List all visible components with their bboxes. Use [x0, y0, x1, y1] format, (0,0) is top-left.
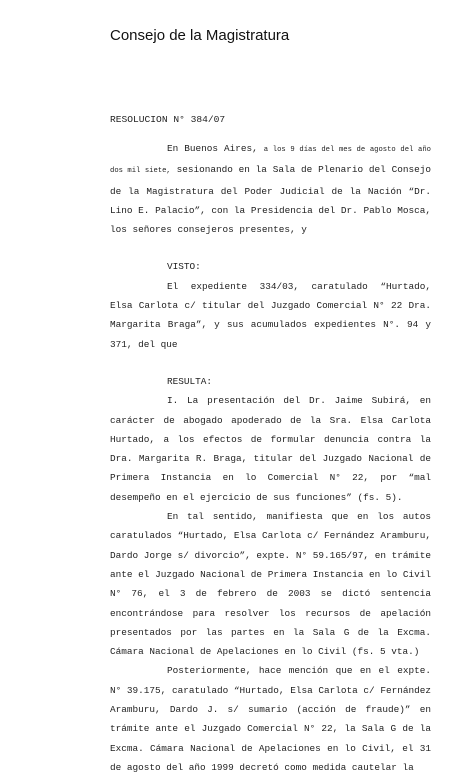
- document-body: [110, 139, 431, 777]
- resulta-heading: RESULTA:: [167, 375, 213, 387]
- intro-paragraph: [110, 139, 431, 239]
- intro-date: a los 9 días del mes de agosto del año dos mil siete,: [110, 146, 431, 176]
- resulta-paragraph-3: Posteriormente, hace mención que en el expte. N° 39.175, caratulado “Hurtado, Elsa Carlota c/ Fernández Aramburu, Dardo J. s/ sumario (acción de fraude)” en trámite ante el Juzgado Comercial N° 22, la Sala G de la Excma. Cámara Nacional de Apelaciones en lo Civil, el 31 de agosto del año 1999 decretó como medida cautelar la: [110, 665, 431, 773]
- visto-paragraph: El expediente 334/03, caratulado “Hurtado, Elsa Carlota c/ titular del Juzgado Comercial N° 22 Dra. Margarita Braga”, y sus acumulados expedientes N°. 94 y 371, del que: [110, 280, 431, 350]
- header-title: Consejo de la Magistratura: [110, 27, 290, 44]
- visto-heading: VISTO:: [167, 261, 201, 273]
- resolution-number: RESOLUCION N° 384/07: [110, 114, 226, 125]
- resulta-paragraph-1: I. La presentación del Dr. Jaime Subirá, en carácter de abogado apoderado de la Sra. Elsa Carlota Hurtado, a los efectos de formular denuncia contra la Dra. Margarita R. Braga, titular del Juzgado Nacional de Primera Instancia en lo Comercial N° 22, por “mal desempeño en el ejercicio de sus funciones” (fs. 5).: [110, 395, 431, 503]
- intro-rest: sesionando en la Sala de Plenario del Consejo de la Magistratura del Poder Judicial de la Nación “Dr. Lino E. Palacio”, con la Presidencia del Dr. Pablo Mosca, los señores consejeros presentes, y: [110, 164, 431, 236]
- resulta-paragraph-2: En tal sentido, manifiesta que en los autos caratulados “Hurtado, Elsa Carlota c/ Fernández Aramburu, Dardo Jorge s/ divorcio”, expte. N° 59.165/97, en trámite ante el Juzgado Nacional de Primera Instancia en lo Civil N° 76, el 3 de febrero de 2003 se dictó sentencia encontrándose para resolver los recursos de apelación presentados por las partes en la Sala G de la Excma. Cámara Nacional de Apelaciones en lo Civil (fs. 5 vta.): [110, 511, 431, 658]
- intro-lead: En Buenos Aires,: [167, 143, 258, 154]
